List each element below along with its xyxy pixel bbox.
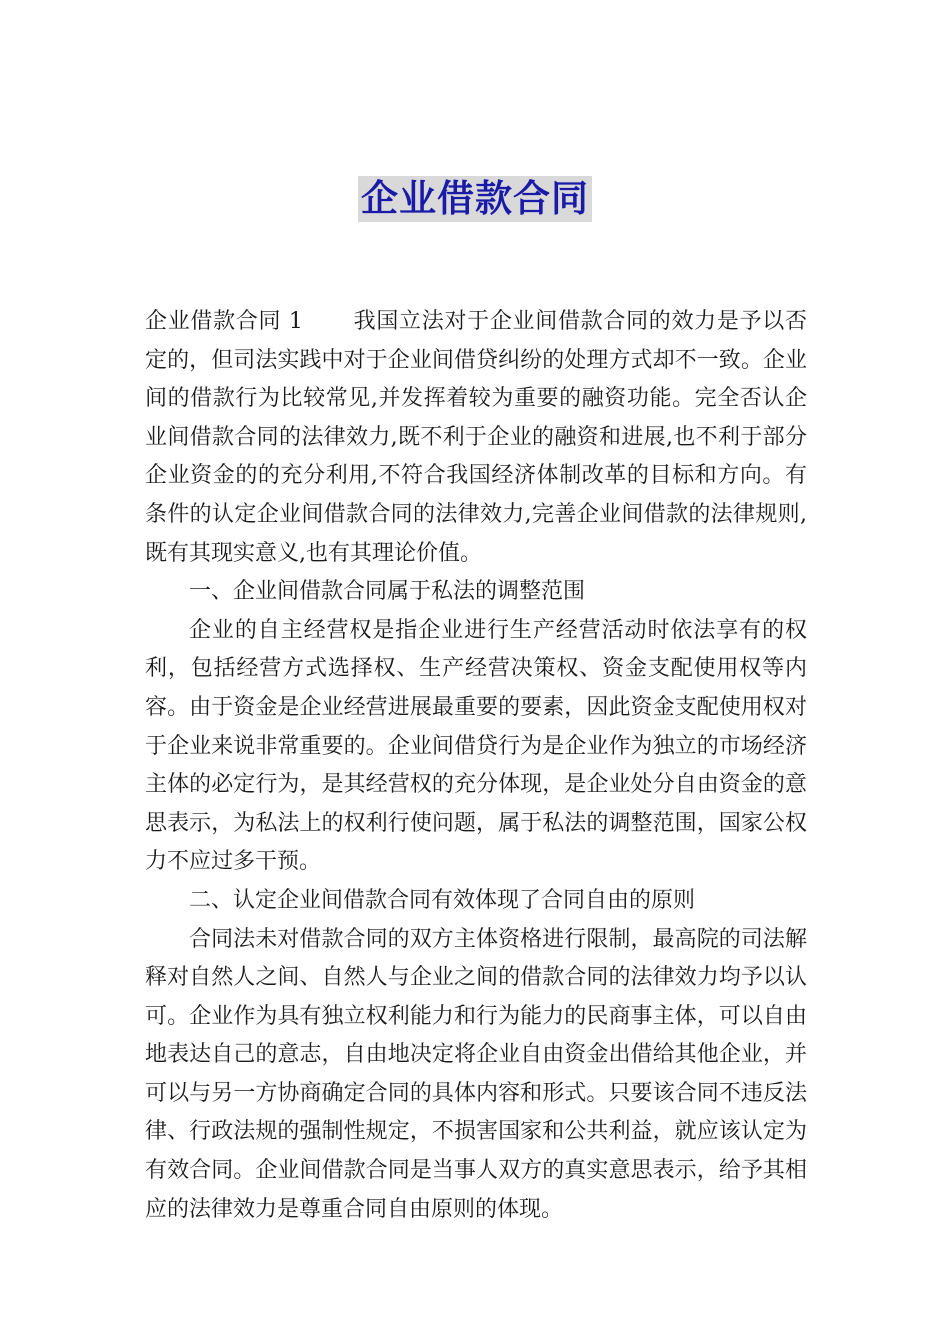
document-body bbox=[145, 303, 807, 1229]
title-container bbox=[0, 176, 950, 222]
section-heading-2: 二、认定企业间借款合同有效体现了合同自由的原则 bbox=[189, 887, 696, 913]
section-heading-1: 一、企业间借款合同属于私法的调整范围 bbox=[189, 579, 586, 605]
lead-text: 我国立法对于企业间借款合同的效力是予以否定的，但司法实践中对于企业间借贷纠纷的处理方式却不一致。企业间的借款行为比较常见,并发挥着较为重要的融资功能。完全否认企业间借款合同的法律效力,既不利于企业的融资和进展,也不利于部分企业资金的的充分利用,不符合我国经济体制改革的目标和方向。有条件的认定企业间借款合同的法律效力,完善企业间借款的法律规则,既有其现实意义,也有其理论价值。 bbox=[145, 309, 807, 566]
section-paragraph-1: 企业的自主经营权是指企业进行生产经营活动时依法享有的权利，包括经营方式选择权、生产经营决策权、资金支配使用权等内容。由于资金是企业经营进展最重要的要素，因此资金支配使用权对于企业来说非常重要的。企业间借贷行为是企业作为独立的市场经济主体的必定行为，是其经营权的充分体现，是企业处分自由资金的意思表示，为私法上的权利行使问题，属于私法的调整范围，国家公权力不应过多干预。 bbox=[145, 617, 807, 875]
lead-label: 企业借款合同 1 bbox=[145, 309, 303, 334]
section-paragraph-2: 合同法未对借款合同的双方主体资格进行限制，最高院的司法解释对自然人之间、自然人与企业之间的借款合同的法律效力均予以认可。企业作为具有独立权利能力和行为能力的民商事主体，可以自由地表达自己的意志，自由地决定将企业自由资金出借给其他企业，并可以与另一方协商确定合同的具体内容和形式。只要该合同不违反法律、行政法规的强制性规定，不损害国家和公共利益，就应该认定为有效合同。企业间借款合同是当事人双方的真实意思表示，给予其相应的法律效力是尊重合同自由原则的体现。 bbox=[145, 926, 807, 1222]
lead-paragraph bbox=[145, 303, 807, 573]
document-title: 企业借款合同 bbox=[358, 176, 592, 222]
